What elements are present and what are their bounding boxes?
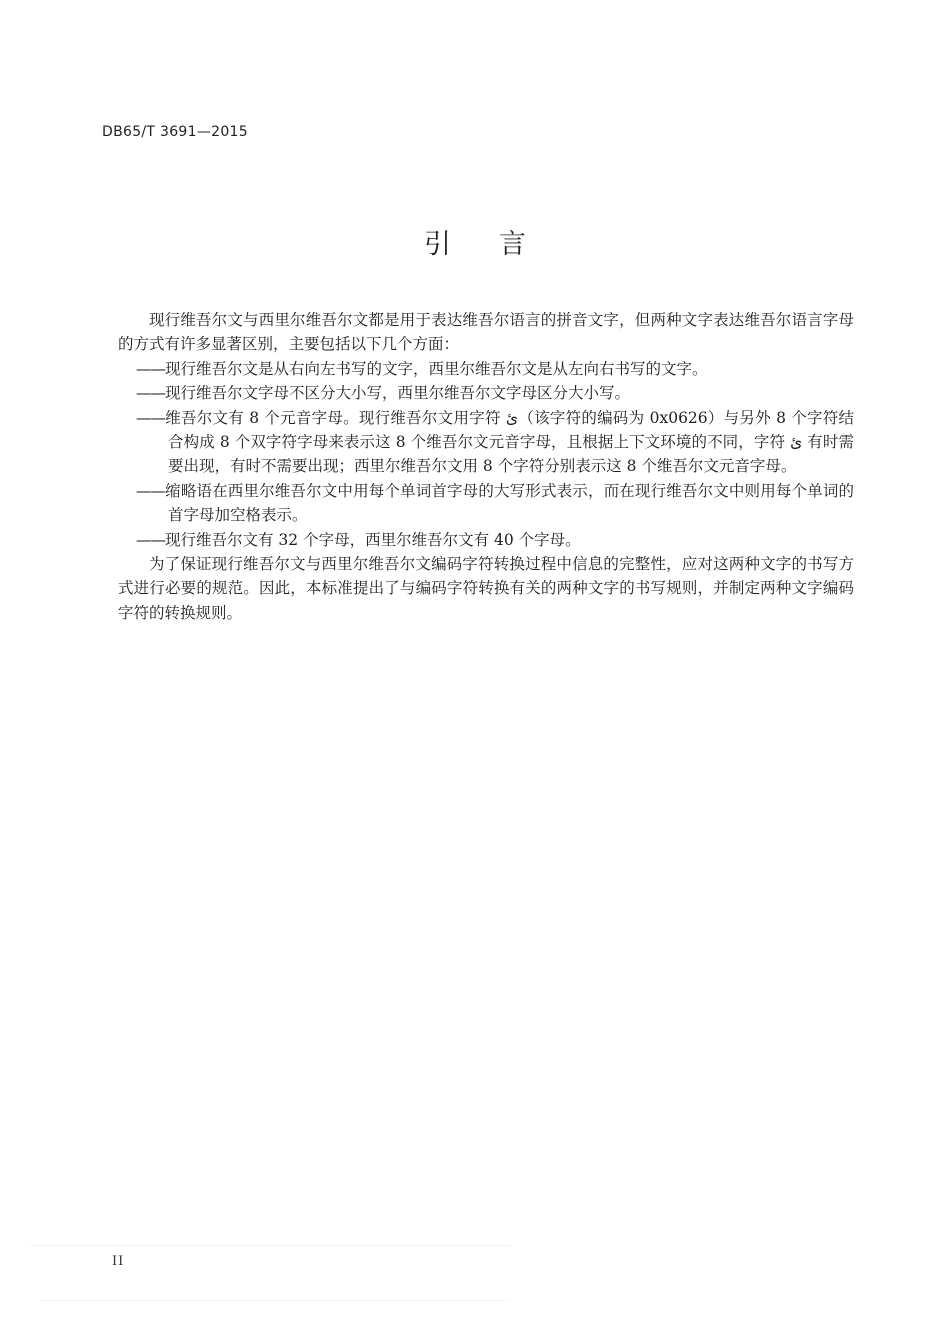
page-title: 引言 bbox=[424, 229, 574, 260]
list-item-text: 现行维吾尔文字母不区分大小写，西里尔维吾尔文字母区分大小写。 bbox=[165, 384, 631, 403]
intro-paragraph: 现行维吾尔文与西里尔维吾尔文都是用于表达维吾尔语言的拼音文字，但两种文字表达维吾尔语言字母的方式有许多显著区别，主要包括以下几个方面： bbox=[118, 311, 854, 354]
list-item-text: 维吾尔文有 8 个元音字母。现行维吾尔文用字符 ئ（该字符的编码为 0x0626）与另外 8 个字符结合构成 8 个双字符字母来表示这 8 个维吾尔文元音字母，且根据上下文环境的不同，字符 ئ 有时需要出现，有时不需要出现；西里尔维吾尔文用 8 个字符分别表示这 8 个维吾尔文元音字母。 bbox=[165, 408, 854, 476]
list-dash: —— bbox=[136, 530, 165, 549]
list-item bbox=[118, 528, 854, 552]
list-dash: —— bbox=[136, 408, 165, 427]
list-item-text: 缩略语在西里尔维吾尔文中用每个单词首字母的大写形式表示，而在现行维吾尔文中则用每个单词的首字母加空格表示。 bbox=[165, 481, 854, 525]
scan-noise bbox=[40, 1300, 510, 1301]
list-item bbox=[118, 357, 854, 381]
list-item bbox=[118, 406, 854, 479]
list-dash: —— bbox=[136, 481, 165, 500]
list-dash: —— bbox=[136, 359, 165, 378]
body-text bbox=[118, 308, 854, 625]
list-item-text: 现行维吾尔文是从右向左书写的文字，西里尔维吾尔文是从左向右书写的文字。 bbox=[165, 359, 708, 378]
scan-noise bbox=[30, 1245, 510, 1246]
list-item bbox=[118, 479, 854, 528]
list-dash: —— bbox=[136, 384, 165, 403]
list-item bbox=[118, 381, 854, 405]
closing-paragraph: 为了保证现行维吾尔文与西里尔维吾尔文编码字符转换过程中信息的完整性，应对这两种文字的书写方式进行必要的规范。因此，本标准提出了与编码字符转换有关的两种文字的书写规则，并制定两种文字编码字符的转换规则。 bbox=[118, 555, 854, 622]
document-code: DB65/T 3691—2015 bbox=[102, 124, 248, 140]
list-item-text: 现行维吾尔文有 32 个字母，西里尔维吾尔文有 40 个字母。 bbox=[165, 530, 581, 549]
page-number: II bbox=[112, 1254, 125, 1269]
